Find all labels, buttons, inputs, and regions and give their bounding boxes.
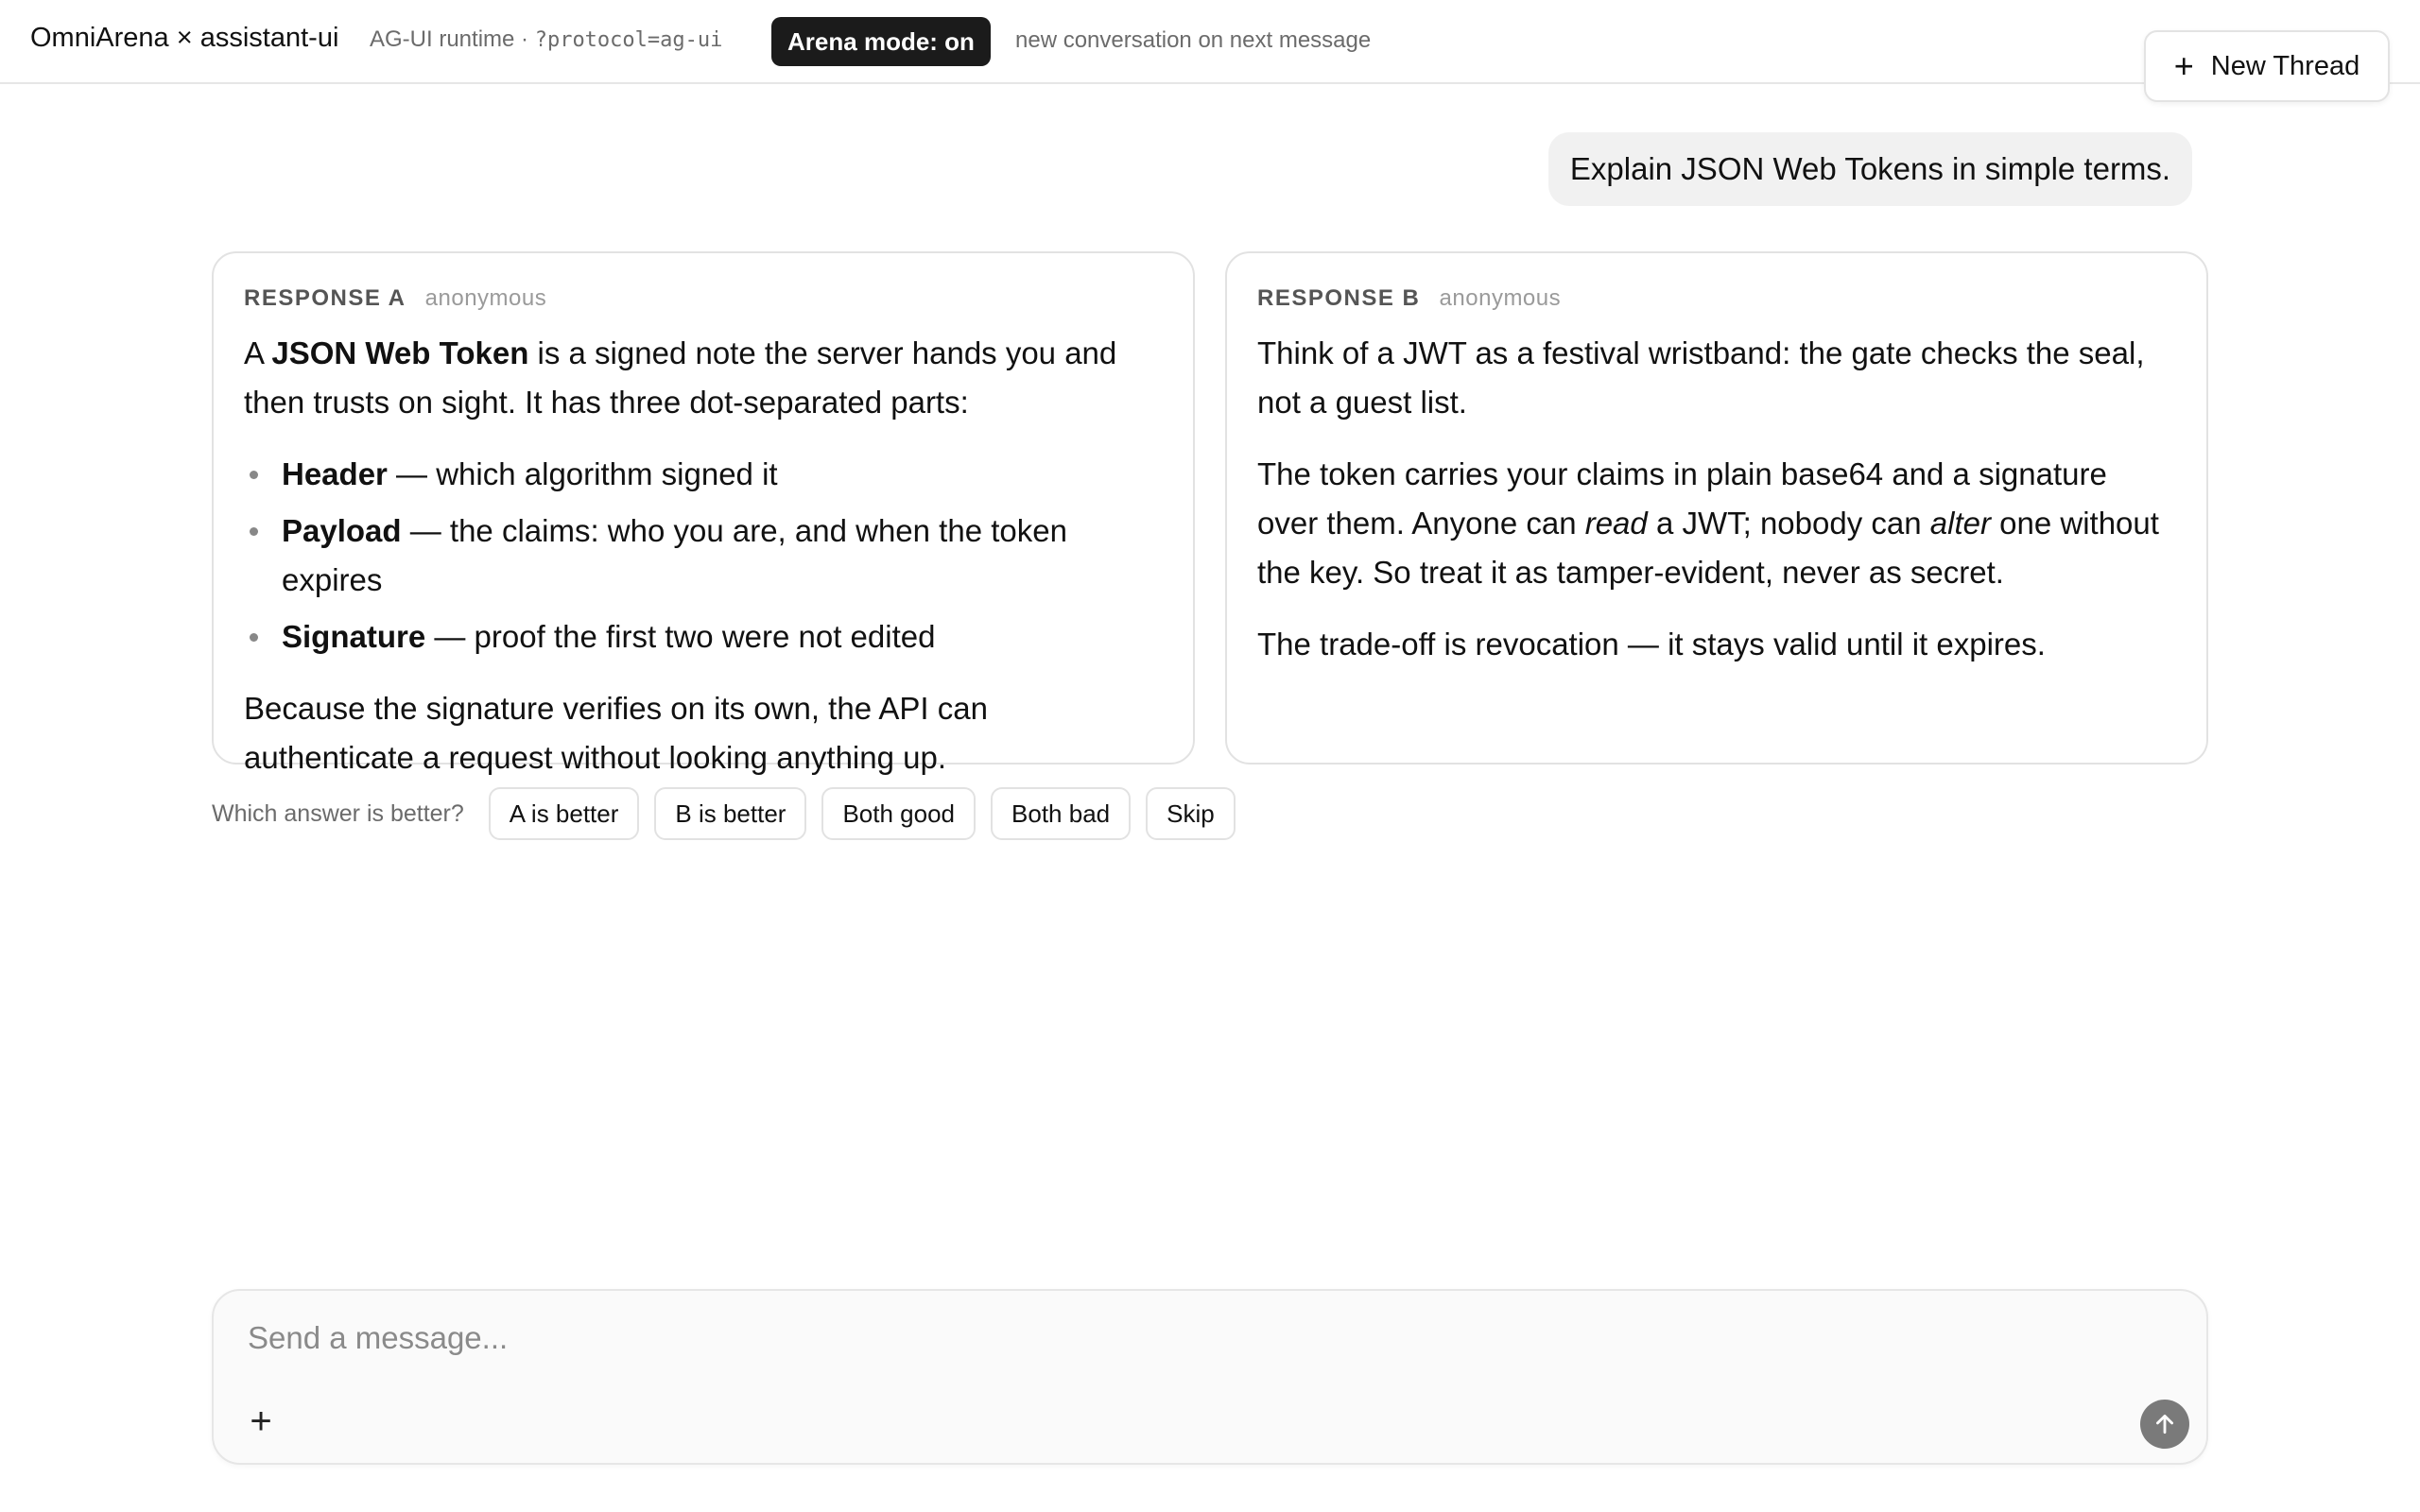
- response-a-outro: Because the signature verifies on its own, the API can authenticate a request without looking anything up.: [244, 691, 988, 775]
- intro-post: is a signed note the server hands you and then trusts on sight. It has three dot-separated parts:: [244, 335, 1117, 420]
- app-title: OmniArena × assistant-ui: [30, 23, 339, 53]
- vote-row: [212, 787, 1236, 840]
- intro-pre: A: [244, 335, 272, 370]
- response-b-p1: Think of a JWT as a festival wristband: the gate checks the seal, not a guest list.: [1257, 335, 2145, 420]
- response-b-header: [1257, 285, 2176, 312]
- vote-both-good-button[interactable]: Both good: [821, 787, 976, 840]
- response-a-intro: [244, 329, 1163, 427]
- response-b-label: RESPONSE B: [1257, 285, 1421, 311]
- response-a-list: [244, 450, 1163, 662]
- list-term: Header: [282, 456, 388, 491]
- user-message: Explain JSON Web Tokens in simple terms.: [1548, 132, 2192, 206]
- list-item: [244, 612, 1163, 662]
- list-term: Signature: [282, 619, 426, 654]
- response-b-card: [1225, 251, 2208, 765]
- response-b-p3: The trade-off is revocation — it stays valid until it expires.: [1257, 627, 2046, 662]
- list-term: Payload: [282, 513, 402, 548]
- vote-both-bad-button[interactable]: Both bad: [991, 787, 1131, 840]
- runtime-label: AG-UI runtime ·: [370, 26, 535, 52]
- response-a-header: [244, 285, 1163, 312]
- p2-part: one without the key. So treat it as tamper-evident, never as secret.: [1257, 506, 2159, 590]
- arena-mode-badge[interactable]: Arena mode: on: [771, 17, 991, 66]
- runtime-param: ?protocol=ag-ui: [534, 28, 723, 52]
- plus-icon[interactable]: +: [250, 1400, 272, 1442]
- p2-emphasis: read: [1584, 506, 1648, 541]
- response-b-p2: [1257, 450, 2176, 597]
- top-bar: [0, 0, 2420, 84]
- vote-a-better-button[interactable]: A is better: [489, 787, 640, 840]
- p2-part: a JWT; nobody can: [1647, 506, 1930, 541]
- list-item: [244, 507, 1163, 605]
- new-thread-button[interactable]: [2144, 30, 2390, 102]
- list-text: — the claims: who you are, and when the token expires: [282, 513, 1067, 597]
- p2-part: The token carries your claims in plain base64 and a signature over them. Anyone can: [1257, 456, 2107, 541]
- response-b-tag: anonymous: [1439, 285, 1562, 311]
- list-item: [244, 450, 1163, 499]
- list-text: — which algorithm signed it: [387, 456, 778, 491]
- plus-icon: +: [2173, 46, 2194, 85]
- vote-skip-button[interactable]: Skip: [1146, 787, 1236, 840]
- response-a-label: RESPONSE A: [244, 285, 406, 311]
- list-text: — proof the first two were not edited: [425, 619, 936, 654]
- message-input[interactable]: [248, 1312, 2138, 1365]
- response-a-tag: anonymous: [424, 285, 547, 311]
- vote-question: Which answer is better?: [212, 799, 464, 827]
- new-thread-label: New Thread: [2210, 50, 2360, 81]
- vote-b-better-button[interactable]: B is better: [654, 787, 806, 840]
- arrow-up-icon: [2152, 1412, 2177, 1436]
- p2-emphasis: alter: [1929, 506, 1991, 541]
- intro-term: JSON Web Token: [271, 335, 529, 370]
- runtime-info: [370, 26, 722, 53]
- composer: [212, 1289, 2208, 1465]
- arena-note: new conversation on next message: [1015, 27, 1372, 53]
- send-button[interactable]: [2140, 1400, 2189, 1449]
- response-a-card: [212, 251, 1195, 775]
